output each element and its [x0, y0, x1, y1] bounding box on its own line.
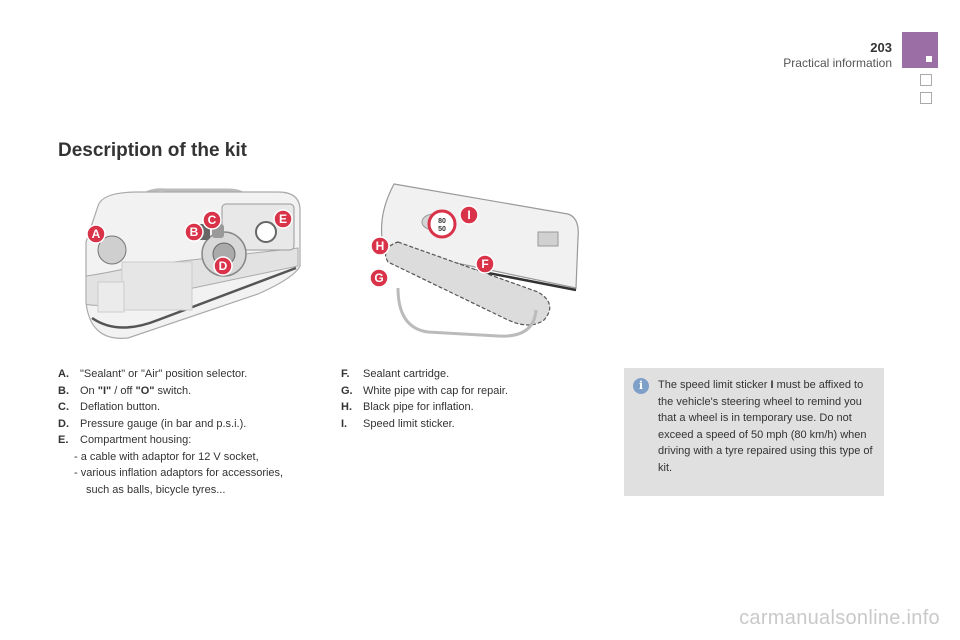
- section-title: Practical information: [783, 56, 892, 70]
- list-item: F. Sealant cartridge.: [341, 368, 450, 380]
- callout-h: H: [375, 239, 385, 253]
- list-item: G. White pipe with cap for repair.: [341, 384, 508, 397]
- sticker-50: 50: [438, 226, 446, 233]
- tab-marker-icon: [926, 56, 932, 62]
- chapter-tab-empty: [920, 92, 932, 104]
- callout-e: E: [278, 212, 288, 226]
- info-icon: i: [633, 378, 649, 394]
- info-note-text: The speed limit sticker I must be affixed to the vehicle's steering wheel to remind you that a wheel is in temporary use. Do not exceed a speed of 50 mph (80 km/h) when driving with a tyre repaired using this type of kit.: [658, 379, 873, 474]
- list-item: H. Black pipe for inflation.: [341, 401, 474, 413]
- callout-d: D: [218, 259, 228, 273]
- list-item: A. "Sealant" or "Air" position selector.: [58, 368, 248, 380]
- callout-g: G: [374, 271, 384, 285]
- page-number: 203: [870, 40, 892, 55]
- component-list-left: [58, 366, 308, 498]
- footer-watermark: carmanualsonline.info: [739, 607, 940, 629]
- component-list-right: [341, 366, 601, 432]
- callout-a: A: [91, 227, 101, 241]
- sub-list-item: - various inflation adaptors for accessories, such as balls, bicycle tyres...: [74, 467, 284, 496]
- chapter-tab: [902, 32, 938, 68]
- callout-c: C: [207, 213, 217, 227]
- list-item: B. On "I" / off "O" switch.: [58, 384, 192, 397]
- callout-b: B: [189, 225, 199, 239]
- list-item: C. Deflation button.: [58, 401, 161, 413]
- chapter-tab-empty: [920, 74, 932, 86]
- list-item: D. Pressure gauge (in bar and p.s.i.).: [58, 417, 247, 430]
- sticker-80: 80: [438, 218, 446, 225]
- kit-compressor-illustration: [78, 182, 314, 342]
- kit-underside-illustration: [358, 178, 590, 346]
- callout-i: I: [467, 208, 471, 222]
- page-heading: Description of the kit: [58, 140, 247, 161]
- info-note: [624, 368, 884, 496]
- list-item: E. Compartment housing:: [58, 434, 192, 446]
- sub-list-item: - a cable with adaptor for 12 V socket,: [74, 450, 259, 463]
- callout-f: F: [481, 257, 489, 271]
- list-item: I. Speed limit sticker.: [341, 417, 455, 430]
